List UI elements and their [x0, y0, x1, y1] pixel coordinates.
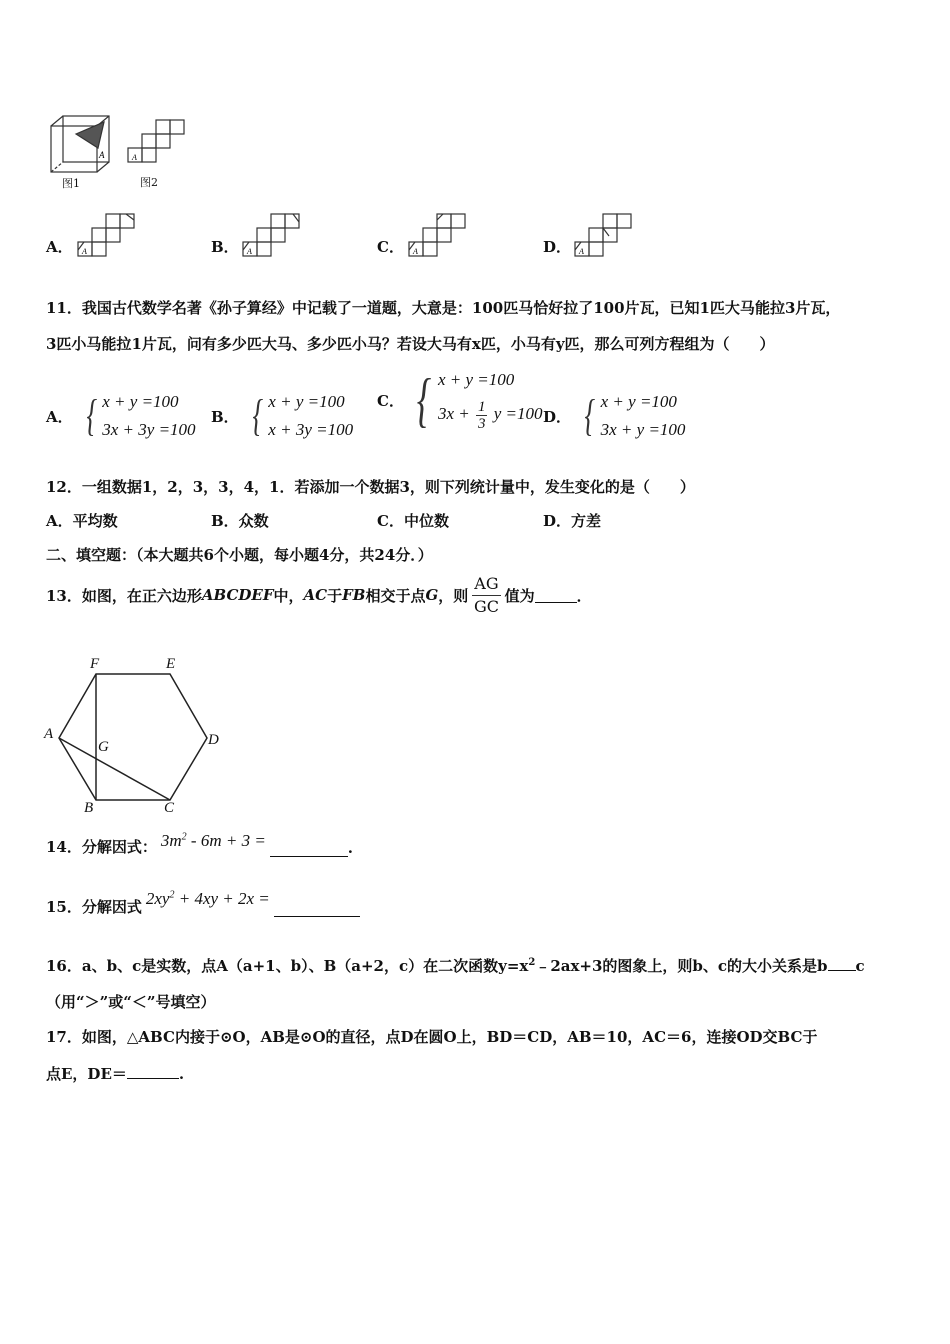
svg-text:B: B: [84, 800, 94, 816]
hexagon-figure: [40, 650, 230, 820]
q10-net-c: [407, 212, 469, 260]
q11-option-b[interactable]: B． { x + y =100 x + 3y =100: [211, 388, 353, 444]
q11-line1: 11．我国古代数学名著《孙子算经》中记载了一道题，大意是：100匹马恰好拉了100片瓦，已知1匹大马能拉3片瓦，: [46, 299, 841, 317]
q14: 14．分解因式： $3m^2 - 6m + 3$ = .: [46, 831, 354, 857]
q13-fraction: $\frac{AG}{GC}$: [473, 573, 499, 616]
q13-stem: 13．如图，在正六边形 ABCDEF 中， AC 于 FB 相交于点 G ，则 $\frac{AG}{GC}$ 值为 ．: [46, 573, 592, 616]
svg-text:A: A: [132, 153, 137, 162]
q15-expression: $2xy^2 + 4xy + 2x$ =: [145, 889, 270, 908]
brace-icon: {: [86, 391, 97, 440]
svg-text:A: A: [247, 247, 252, 256]
caption-fig1: 图1: [62, 177, 80, 190]
q10-net-a: [76, 212, 138, 260]
cube-drawing: [46, 112, 116, 192]
q17-line2: 点E，DE＝ .: [46, 1065, 185, 1083]
q11-c-eq2: 3x + $\frac{1}{3}$ y =100: [437, 398, 543, 432]
q16-answer-blank[interactable]: [828, 956, 856, 971]
svg-text:A: A: [413, 247, 418, 256]
q12-stem: 12．一组数据1，2，3，3，4，1．若添加一个数据3，则下列统计量中，发生变化的是（ ）: [46, 478, 695, 496]
section-2-title: 二、填空题：（本大题共6个小题，每小题4分，共24分．）: [46, 546, 433, 564]
q12-option-b[interactable]: B．众数: [211, 512, 269, 530]
svg-text:F: F: [90, 656, 100, 672]
q11-b-eq1: x + y =100: [268, 392, 345, 411]
q11-b-eq2: x + 3y =100: [268, 420, 354, 439]
svg-text:E: E: [166, 656, 176, 672]
q16-line2: （用“＞”或“＜”号填空）: [46, 993, 216, 1011]
q16-line1: 16．a、b、c是实数，点A（a+1、b）、B（a+2，c）在二次函数$y=x^2﹣2ax+3$的图象上，则b、c的大小关系是b c: [46, 957, 865, 975]
q11-option-c[interactable]: C． { x + y =100 3x + $\frac{1}{3}$ y =100: [377, 367, 543, 433]
q13-answer-blank[interactable]: [535, 588, 577, 603]
q11-d-eq2: 3x + y =100: [600, 420, 686, 439]
figure-cube: [46, 112, 116, 192]
q15-answer-blank[interactable]: [274, 902, 360, 917]
q10-net-d: [573, 212, 635, 260]
q11-line2: 3匹小马能拉1片瓦，问有多少匹大马、多少匹小马？若设大马有x匹，小马有y匹，那么可列方程组为（ ）: [46, 335, 775, 353]
q14-answer-blank[interactable]: [270, 842, 348, 857]
brace-icon: {: [252, 391, 263, 440]
brace-icon: {: [584, 391, 596, 440]
q12-option-d[interactable]: D．方差: [543, 512, 602, 530]
fraction-one-third: $\frac{1}{3}$: [477, 398, 486, 432]
svg-text:A: A: [99, 150, 105, 160]
q12-option-a[interactable]: A．平均数: [46, 512, 118, 530]
q15: 15．分解因式 $2xy^2 + 4xy + 2x$ =: [46, 896, 360, 917]
q11-a-eq2: 3x + 3y =100: [102, 420, 196, 439]
svg-text:D: D: [208, 732, 219, 748]
svg-text:C: C: [164, 800, 175, 816]
svg-text:G: G: [98, 739, 109, 755]
caption-fig2: 图2: [140, 176, 158, 189]
q11-option-a[interactable]: A． { x + y =100 3x + 3y =100: [46, 388, 196, 444]
svg-text:A: A: [44, 726, 54, 742]
q17-answer-blank[interactable]: [127, 1064, 179, 1079]
q11-c-eq1: x + y =100: [437, 370, 515, 389]
q17-line1: 17．如图，△ABC内接于⊙O，AB是⊙O的直径，点D在圆O上，BD＝CD，AB＝10，AC＝6，连接OD交BC于: [46, 1028, 818, 1046]
q11-a-eq1: x + y =100: [102, 392, 179, 411]
brace-icon: {: [416, 367, 432, 433]
q12-option-c[interactable]: C．中位数: [377, 512, 449, 530]
q11-d-eq1: x + y =100: [600, 392, 677, 411]
q11-option-d[interactable]: D． { x + y =100 3x + y =100: [543, 388, 685, 444]
q10-net-b: [241, 212, 303, 260]
svg-text:A: A: [82, 247, 87, 256]
svg-text:A: A: [579, 247, 584, 256]
figure-net: [126, 118, 196, 192]
net-drawing: [126, 118, 196, 168]
q14-expression: $3m^2 - 6m + 3$ =: [160, 831, 266, 850]
